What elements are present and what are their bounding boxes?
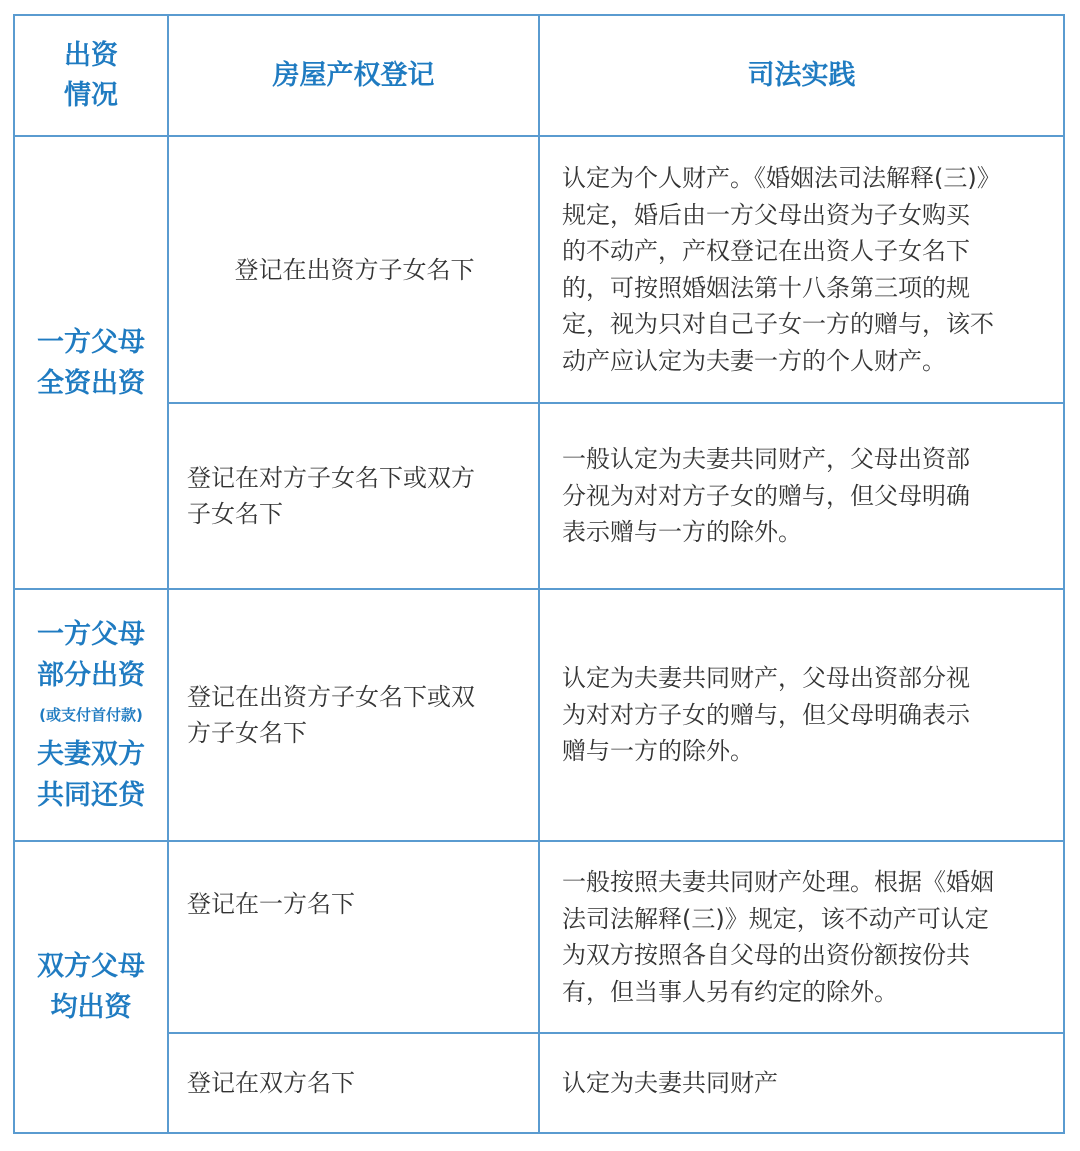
- registration-cell: 登记在双方名下: [168, 1033, 539, 1133]
- property-rights-table: [13, 14, 1065, 1134]
- header-contribution: 出资 情况: [14, 15, 168, 136]
- practice-cell: 一般按照夫妻共同财产处理。根据《婚姻 法司法解释(三)》规定，该不动产可认定 为双方按照各自父母的出资份额按份共 有，但当事人另有约定的除外。: [539, 841, 1064, 1033]
- header-row: [14, 15, 1064, 136]
- category-one-parent-partial: 一方父母 部分出资 (或支付首付款) 夫妻双方 共同还贷: [14, 589, 168, 841]
- category-one-parent-full: 一方父母 全资出资: [14, 136, 168, 589]
- header-registration: 房屋产权登记: [168, 15, 539, 136]
- category-both-parents: 双方父母 均出资: [14, 841, 168, 1133]
- registration-cell: 登记在对方子女名下或双方 子女名下: [168, 403, 539, 589]
- table-row: [14, 136, 1064, 403]
- registration-cell: 登记在出资方子女名下或双 方子女名下: [168, 589, 539, 841]
- table-row: [14, 403, 1064, 589]
- header-practice: 司法实践: [539, 15, 1064, 136]
- registration-cell: 登记在一方名下: [168, 841, 539, 1033]
- practice-cell: 一般认定为夫妻共同财产，父母出资部 分视为对对方子女的赠与，但父母明确 表示赠与一方的除外。: [539, 403, 1064, 589]
- practice-cell: 认定为个人财产。《婚姻法司法解释(三)》 规定，婚后由一方父母出资为子女购买 的不动产，产权登记在出资人子女名下 的，可按照婚姻法第十八条第三项的规 定，视为只对自己子女一方的赠与，该不 动产应认定为夫妻一方的个人财产。: [539, 136, 1064, 403]
- table-row: [14, 1033, 1064, 1133]
- registration-cell: 登记在出资方子女名下: [168, 136, 539, 403]
- practice-cell: 认定为夫妻共同财产，父母出资部分视 为对对方子女的赠与，但父母明确表示 赠与一方的除外。: [539, 589, 1064, 841]
- table-row: [14, 841, 1064, 1033]
- table-row: [14, 589, 1064, 841]
- practice-cell: 认定为夫妻共同财产: [539, 1033, 1064, 1133]
